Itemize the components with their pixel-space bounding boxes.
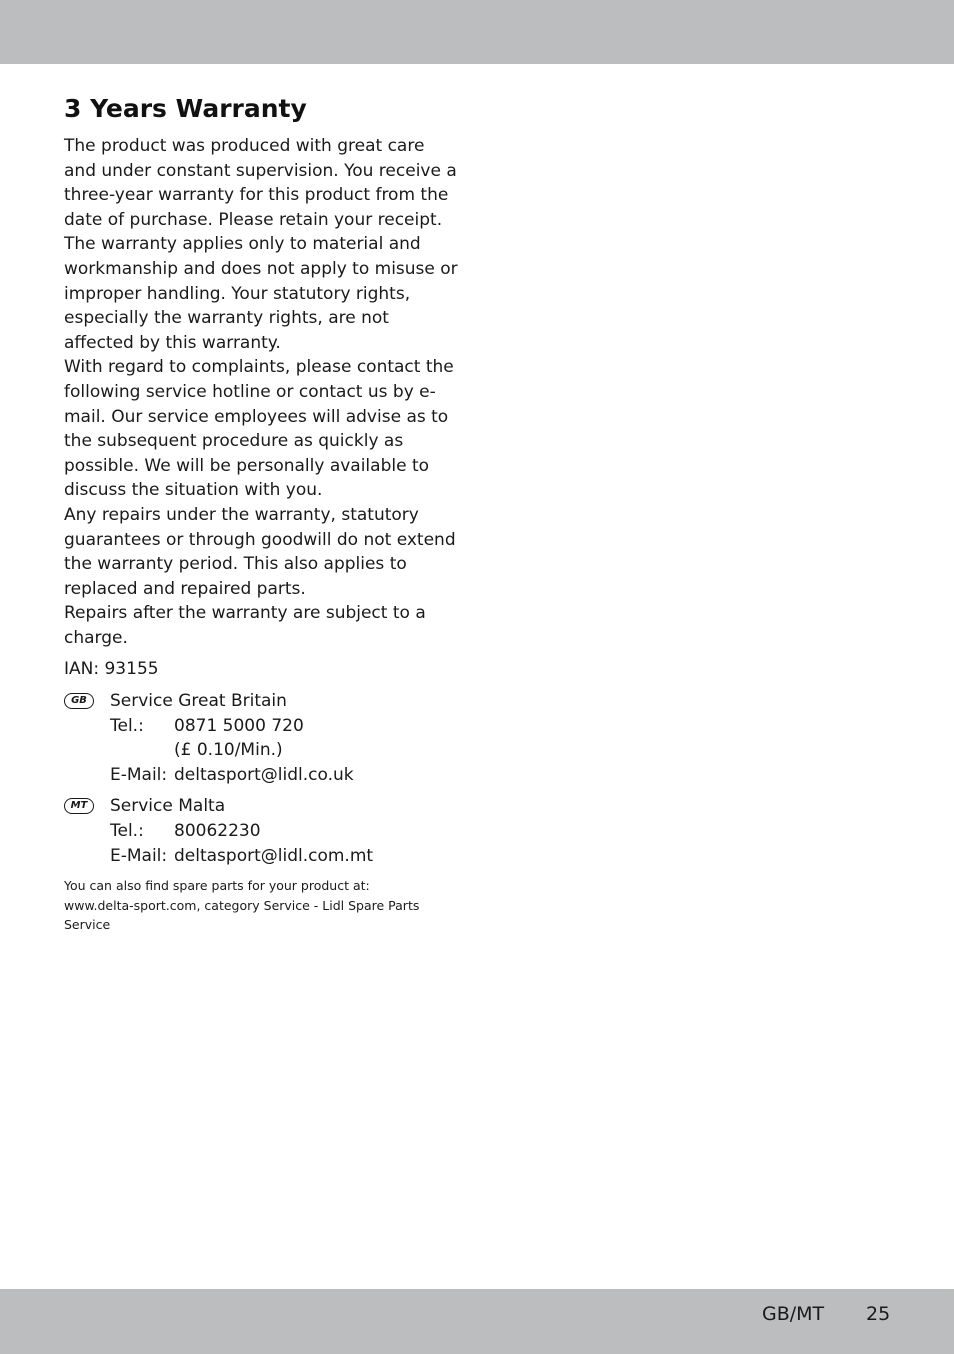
- warranty-paragraph-1: The product was produced with great care and under constant supervision. You receive a three-year warranty for this product from the date of purchase. Please retain your receipt.: [64, 136, 457, 230]
- tel-number: 80062230: [174, 821, 261, 842]
- email-address: deltasport@lidl.co.uk: [174, 764, 354, 785]
- footer-language-code: GB/MT: [762, 1303, 825, 1325]
- tel-note: (£ 0.10/Min.): [174, 740, 283, 761]
- page-title: 3 Years Warranty: [64, 94, 307, 123]
- service-tel-row: [110, 819, 459, 844]
- warranty-paragraph-2: The warranty applies only to material and workmanship and does not apply to misuse or improper handling. Your statutory rights, especially the warranty rights, are not affected by this warranty.: [64, 234, 458, 353]
- warranty-paragraph-4: Any repairs under the warranty, statutory guarantees or through goodwill do not extend the warranty period. This also applies to replaced and repaired parts.: [64, 504, 456, 599]
- ian-number: IAN: 93155: [64, 659, 159, 680]
- tel-number: 0871 5000 720: [174, 715, 304, 736]
- service-name: Service Malta: [110, 796, 226, 817]
- email-address: deltasport@lidl.com.mt: [174, 845, 374, 866]
- service-great-britain: [64, 689, 459, 787]
- page-number: 25: [866, 1303, 891, 1325]
- header-band: [0, 0, 954, 64]
- mt-country-badge-icon: MT: [64, 798, 94, 814]
- tel-label: Tel.:: [110, 821, 144, 842]
- service-malta: [64, 794, 459, 868]
- warranty-paragraph-3: With regard to complaints, please contact the following service hotline or contact us by e-mail. Our service employees will advise as to the subsequent procedure as quickly as possible. We will be personally available to discuss the situation with you.: [64, 357, 454, 501]
- spare-parts-note: You can also find spare parts for your product at: www.delta-sport.com, category Service - Lidl Spare Parts Service: [64, 878, 420, 933]
- service-tel-row: [110, 714, 459, 739]
- warranty-section: [64, 92, 459, 935]
- service-tel-note-row: [110, 738, 459, 763]
- email-label: E-Mail:: [110, 764, 168, 785]
- tel-label: Tel.:: [110, 715, 144, 736]
- service-email-row: [110, 844, 459, 869]
- warranty-paragraph-5: Repairs after the warranty are subject to a charge.: [64, 603, 426, 648]
- service-name: Service Great Britain: [110, 691, 287, 712]
- email-label: E-Mail:: [110, 845, 168, 866]
- service-email-row: [110, 763, 459, 788]
- gb-country-badge-icon: GB: [64, 693, 94, 709]
